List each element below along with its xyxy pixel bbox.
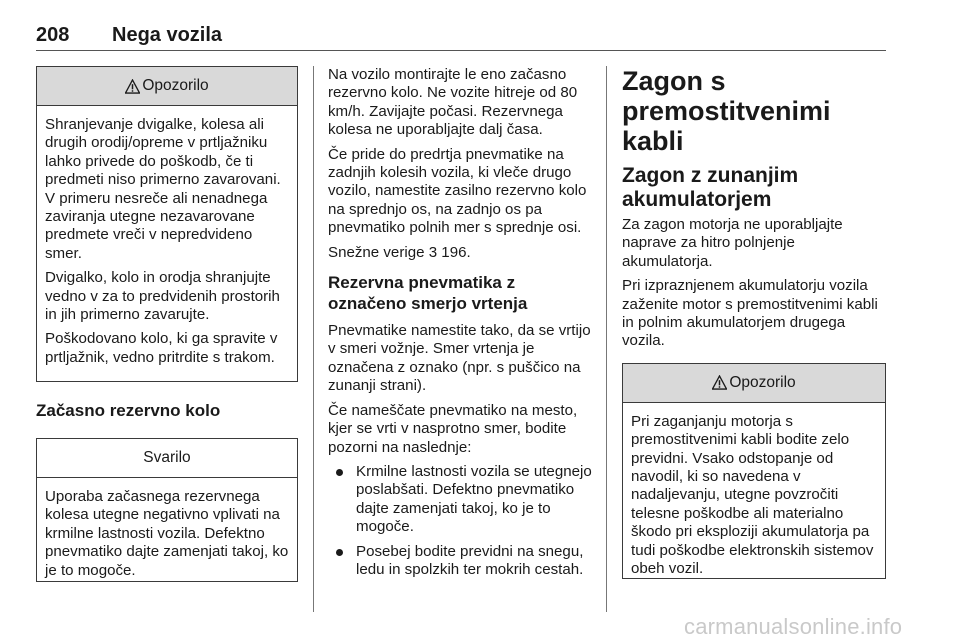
warning-triangle-icon <box>712 375 727 390</box>
section-heading-directional-tire: Rezervna pnevmatika z označeno smerjo vrtenja <box>328 273 528 314</box>
notice-box-body <box>37 478 297 590</box>
main-title: Zagon s premostitvenimi kabli <box>622 66 831 156</box>
warning-box-title: Opozorilo <box>142 77 209 94</box>
warning-paragraph: Shranjevanje dvigalke, kolesa ali drugih orodij/opreme v prtljažniku lahko privede do poškodb, če ti predmeti niso primerno zavarovani. V primeru nesreče ali nenadnega zaviranja utegne nezavarovane predmete vreči v nepredvideno smer. <box>45 116 281 262</box>
paragraph: Če nameščate pnevmatiko na mesto, kjer se vrti v nasprotno smer, bodite pozorni na naslednje: <box>328 401 578 456</box>
notice-text: Uporaba začasnega rezervnega kolesa utegne negativno vplivati na krmilne lastnosti vozila. Defektno pnevmatiko dajte zamenjati takoj, ko je to mogoče. <box>45 488 289 579</box>
paragraph: Če pride do predrtja pnevmatike na zadnjih kolesih vozila, ki vleče drugo vozilo, namestite zasilno rezervno kolo na sprednjo os, na zadnjo os pa pnevmatiko polnih mer s sprednje osi. <box>328 145 587 237</box>
notice-box <box>36 438 298 582</box>
warning-box-body <box>37 106 297 377</box>
warning-box-header <box>623 364 885 403</box>
reference-page-link[interactable]: 196. <box>437 243 471 261</box>
paragraph: Pnevmatike namestite tako, da se vrtijo v smeri vožnje. Smer vrtenja je označena z oznako (npr. s puščico na zunanji strani). <box>328 322 591 395</box>
warning-box-body <box>623 403 885 589</box>
list-item-text: Krmilne lastnosti vozila se utegnejo poslabšati. Defektno pnevmatiko dajte zamenjati takoj, ko je to mogoče. <box>356 462 592 536</box>
paragraph: Na vozilo montirajte le eno začasno rezervno kolo. Ne vozite hitreje od 80 km/h. Zavijajte počasi. Rezervnega kolesa ne uporabljajte dalj časa. <box>328 66 578 139</box>
column-divider <box>313 66 314 612</box>
snow-chains-reference <box>328 244 594 262</box>
page-header <box>36 24 886 52</box>
list-item <box>328 543 594 580</box>
reference-arrow-icon: 3 <box>428 243 438 261</box>
column-divider <box>606 66 607 612</box>
paragraph: Za zagon motorja ne uporabljajte naprave za hitro polnjenje akumulatorja. <box>622 216 843 270</box>
column-middle <box>328 66 594 585</box>
warning-text: Pri zaganjanju motorja s premostitvenimi kabli bodite zelo previdni. Vsako odstopanje od navodil, ki so navedena v nadaljevanju, utegne povzročiti telesne poškodbe ali materialno škodo pri eksploziji akumulatorja pa tudi poškodbe elektronskih sistemov obeh vozil. <box>631 412 874 578</box>
warning-box-storage <box>36 66 298 382</box>
warning-triangle-icon <box>125 79 140 94</box>
column-left <box>36 66 298 582</box>
chapter-title: Nega vozila <box>112 24 223 46</box>
list-item-text: Posebej bodite previdni na snegu, ledu in spolzkih ter mokrih cestah. <box>356 542 584 578</box>
list-item <box>328 463 594 537</box>
paragraph: Pri izpraznjenem akumulatorju vozila zaženite motor s premostitvenimi kabli in polnim akumulatorjem drugega vozila. <box>622 277 878 350</box>
page-number: 208 <box>36 24 70 46</box>
notice-box-title: Svarilo <box>143 449 191 466</box>
warning-box-jumpstart <box>622 363 886 579</box>
warning-paragraph: Dvigalko, kolo in orodja shranjujte vedno v za to predvidenih prostorih in jih primerno zavarujte. <box>45 269 280 324</box>
bullet-list <box>328 463 594 579</box>
section-heading-temp-spare: Začasno rezervno kolo <box>36 401 221 420</box>
warning-box-header <box>37 67 297 106</box>
warning-paragraph: Poškodovano kolo, ki ga spravite v prtljažnik, vedno pritrdite s trakom. <box>45 330 278 366</box>
column-right <box>622 66 886 579</box>
watermark: carmanualsonline.info <box>684 614 903 639</box>
header-rule <box>36 50 886 51</box>
bullet-icon <box>336 469 343 476</box>
reference-text: Snežne verige <box>328 243 429 261</box>
notice-box-header <box>37 439 297 478</box>
subtitle: Zagon z zunanjim akumulatorjem <box>622 164 799 211</box>
warning-box-title: Opozorilo <box>729 373 796 391</box>
bullet-icon <box>336 549 343 556</box>
